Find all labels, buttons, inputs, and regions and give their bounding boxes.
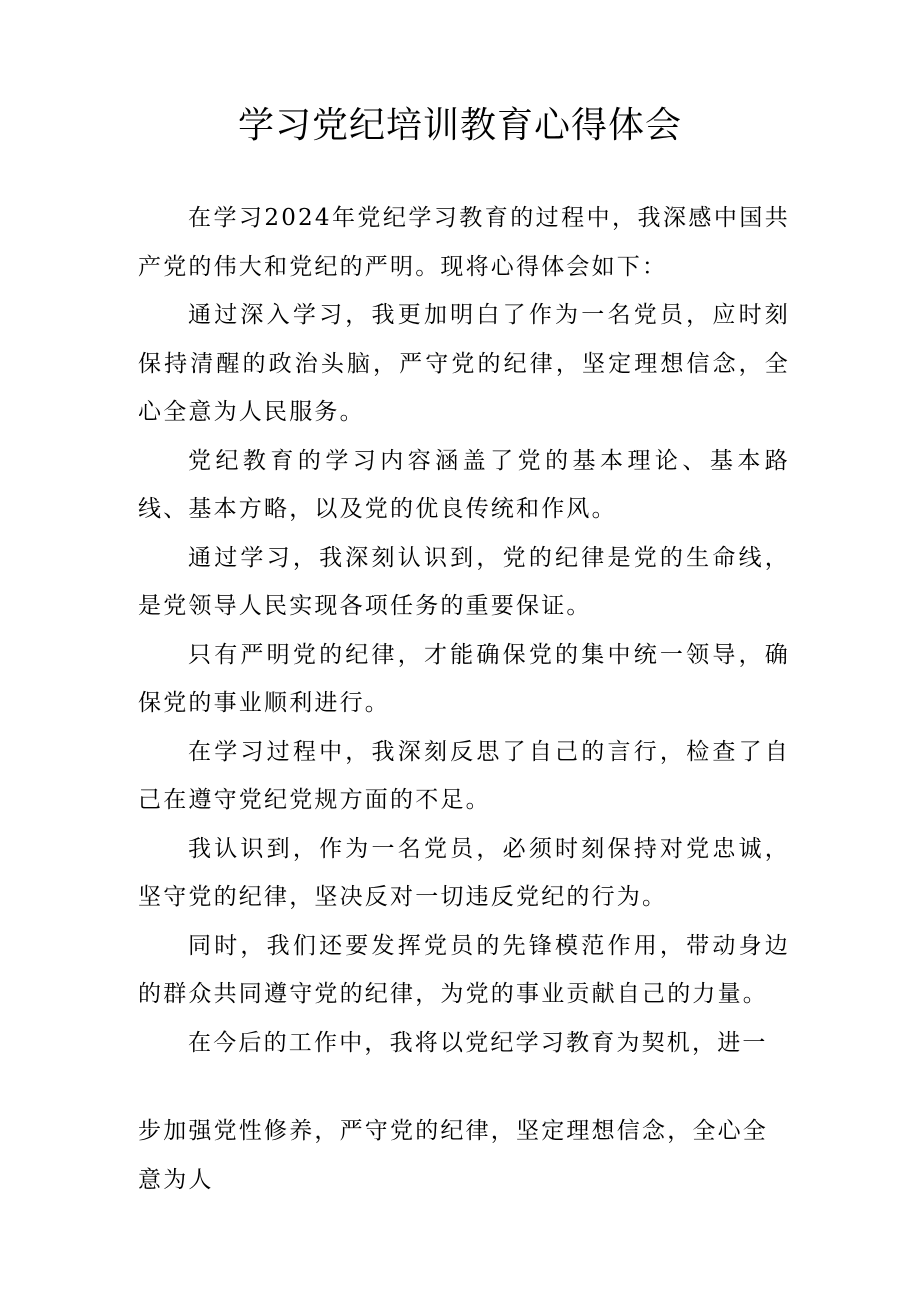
document-body (138, 194, 790, 1067)
paragraph-5: 只有严明党的纪律，才能确保党的集中统一领导，确保党的事业顺利进行。 (138, 641, 790, 716)
document-title: 学习党纪培训教育心得体会 (237, 105, 682, 146)
paragraph-3: 党纪教育的学习内容涵盖了党的基本理论、基本路线、基本方略，以及党的优良传统和作风。 (138, 447, 790, 522)
paragraph-1: 在学习2024年党纪学习教育的过程中，我深感中国共产党的伟大和党纪的严明。现将心得体会如下： (138, 205, 790, 280)
paragraph-continuation: 步加强党性修养，严守党的纪律，坚定理想信念，全心全意为人 (138, 1118, 768, 1193)
paragraph-4: 通过学习，我深刻认识到，党的纪律是党的生命线，是党领导人民实现各项任务的重要保证。 (138, 544, 790, 619)
paragraph-9: 在今后的工作中，我将以党纪学习教育为契机，进一 (188, 1029, 768, 1056)
paragraph-2: 通过深入学习，我更加明白了作为一名党员，应时刻保持清醒的政治头脑，严守党的纪律，坚定理想信念，全心全意为人民服务。 (138, 302, 790, 425)
paragraph-7: 我认识到，作为一名党员，必须时刻保持对党忠诚，坚守党的纪律，坚决反对一切违反党纪的行为。 (138, 835, 790, 910)
paragraph-6: 在学习过程中，我深刻反思了自己的言行，检查了自己在遵守党纪党规方面的不足。 (138, 738, 790, 813)
paragraph-8: 同时，我们还要发挥党员的先锋模范作用，带动身边的群众共同遵守党的纪律，为党的事业贡献自己的力量。 (138, 932, 790, 1007)
